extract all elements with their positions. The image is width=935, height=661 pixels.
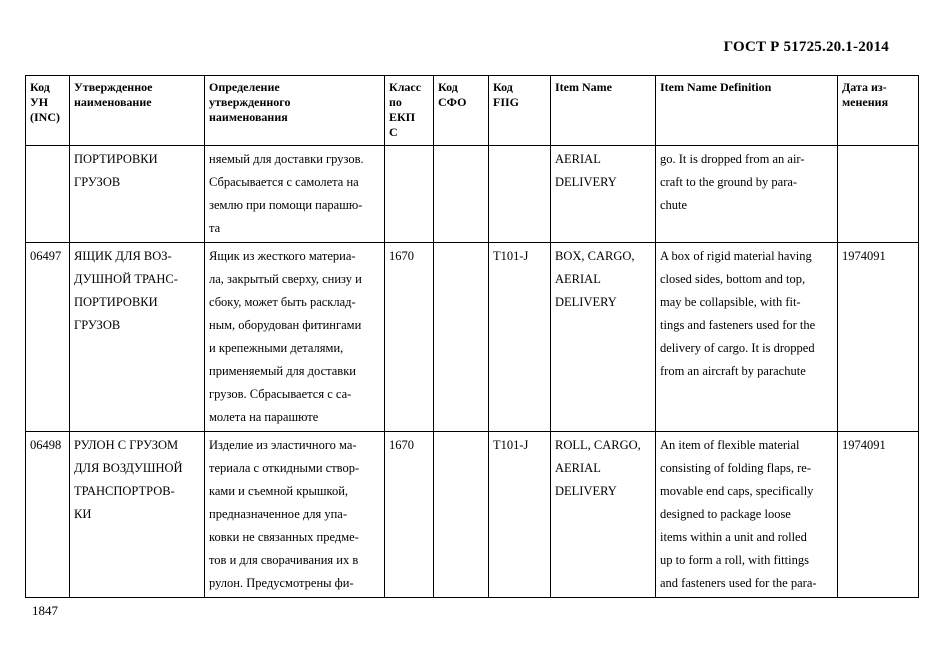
text-line: An item of flexible material [660, 438, 800, 452]
item-definition-cell [656, 243, 838, 432]
text-line: ПОРТИРОВКИ [74, 152, 158, 166]
text-line: РУЛОН С ГРУЗОМ [74, 438, 179, 452]
page-number: 1847 [32, 603, 58, 618]
text-line: Изделие из эластичного ма- [209, 438, 357, 452]
fiig-cell: T101-J [489, 432, 551, 598]
text-line: Сбрасывается с самолета на [209, 175, 359, 189]
text-line: ЯЩИК ДЛЯ ВОЗ- [74, 249, 172, 263]
text-line: tings and fasteners used for the [660, 318, 816, 332]
col-sfo-header [434, 76, 489, 146]
table-body [26, 146, 919, 598]
date-cell: 1974091 [838, 432, 919, 598]
text-line: и крепежными деталями, [209, 341, 344, 355]
header-line: Код [493, 80, 513, 94]
header-line: УН [30, 95, 49, 109]
text-line: применяемый для доставки [209, 364, 356, 378]
definition-cell [205, 432, 385, 598]
item-name-cell [551, 243, 656, 432]
item-definition-cell [656, 432, 838, 598]
header-line: Item Name [555, 80, 612, 94]
text-line: та [209, 221, 221, 235]
definition-cell [205, 146, 385, 243]
text-line: items within a unit and rolled [660, 530, 807, 544]
header-row [26, 76, 919, 146]
text-line: designed to package loose [660, 507, 791, 521]
inc-cell [26, 146, 70, 243]
item-name-cell [551, 432, 656, 598]
text-line: териала с откидными створ- [209, 461, 360, 475]
col-date-header [838, 76, 919, 146]
text-line: AERIAL [555, 152, 601, 166]
text-line: ным, оборудован фитингами [209, 318, 362, 332]
text-line: няемый для доставки грузов. [209, 152, 364, 166]
text-line: movable end caps, specifically [660, 484, 814, 498]
header-line: Дата из- [842, 80, 887, 94]
header-line: (INC) [30, 110, 60, 124]
text-line: DELIVERY [555, 175, 617, 189]
col-fiig-header [489, 76, 551, 146]
header-line: Определение [209, 80, 280, 94]
text-line: ГРУЗОВ [74, 175, 121, 189]
text-line: землю при помощи парашю- [209, 198, 363, 212]
col-approved-name-header [70, 76, 205, 146]
header-line: наименование [74, 95, 152, 109]
date-cell [838, 146, 919, 243]
text-line: ТРАНСПОРТРОВ- [74, 484, 175, 498]
text-line: КИ [74, 507, 92, 521]
header-line: Класс [389, 80, 422, 94]
text-line: Ящик из жесткого материа- [209, 249, 356, 263]
header-line: Код [438, 80, 458, 94]
text-line: closed sides, bottom and top, [660, 272, 806, 286]
text-line: DELIVERY [555, 484, 617, 498]
text-line: предназначенное для упа- [209, 507, 348, 521]
fiig-cell: T101-J [489, 243, 551, 432]
text-line: consisting of folding flaps, re- [660, 461, 812, 475]
item-name-cell [551, 146, 656, 243]
class-cell: 1670 [385, 432, 434, 598]
text-line: молета на парашюте [209, 410, 319, 424]
sfo-cell [434, 146, 489, 243]
text-line: ПОРТИРОВКИ [74, 295, 158, 309]
definition-cell [205, 243, 385, 432]
text-line: may be collapsible, with fit- [660, 295, 801, 309]
header-line: наименования [209, 110, 288, 124]
header-line: утвержденного [209, 95, 291, 109]
text-line: ROLL, CARGO, [555, 438, 641, 452]
standard-code: ГОСТ Р 51725.20.1-2014 [723, 39, 889, 55]
inc-cell: 06497 [26, 243, 70, 432]
col-class-header [385, 76, 434, 146]
text-line: ковки не связанных предме- [209, 530, 359, 544]
text-line: up to form a roll, with fittings [660, 553, 809, 567]
sfo-cell [434, 432, 489, 598]
class-cell: 1670 [385, 243, 434, 432]
col-item-definition-header [656, 76, 838, 146]
text-line: craft to the ground by para- [660, 175, 798, 189]
header-line: Item Name Definition [660, 80, 772, 94]
sfo-cell [434, 243, 489, 432]
header-line: Утвержденное [74, 80, 153, 94]
text-line: сбоку, может быть расклад- [209, 295, 356, 309]
header-line: Код [30, 80, 50, 94]
approved-name-cell [70, 432, 205, 598]
col-item-name-header [551, 76, 656, 146]
text-line: ДЛЯ ВОЗДУШНОЙ [74, 461, 183, 475]
text-line: ла, закрытый сверху, снизу и [209, 272, 362, 286]
text-line: тов и для сворачивания их в [209, 553, 359, 567]
header-line: по [389, 95, 402, 109]
header-line: ЕКП [389, 110, 416, 124]
fiig-cell [489, 146, 551, 243]
text-line: AERIAL [555, 461, 601, 475]
text-line: chute [660, 198, 688, 212]
nomenclature-table [25, 75, 919, 598]
table-row [26, 146, 919, 243]
text-line: ками и съемной крышкой, [209, 484, 349, 498]
col-inc-header [26, 76, 70, 146]
header-line: СФО [438, 95, 467, 109]
header-line: менения [842, 95, 889, 109]
date-cell: 1974091 [838, 243, 919, 432]
text-line: and fasteners used for the para- [660, 576, 817, 590]
text-line: грузов. Сбрасывается с са- [209, 387, 352, 401]
text-line: ДУШНОЙ ТРАНС- [74, 272, 178, 286]
text-line: рулон. Предусмотрены фи- [209, 576, 354, 590]
text-line: ГРУЗОВ [74, 318, 121, 332]
header-line: FIIG [493, 95, 520, 109]
table-row [26, 432, 919, 598]
col-definition-header [205, 76, 385, 146]
class-cell [385, 146, 434, 243]
inc-cell: 06498 [26, 432, 70, 598]
text-line: BOX, CARGO, [555, 249, 635, 263]
text-line: go. It is dropped from an air- [660, 152, 805, 166]
text-line: A box of rigid material having [660, 249, 812, 263]
approved-name-cell [70, 146, 205, 243]
text-line: delivery of cargo. It is dropped [660, 341, 815, 355]
text-line: from an aircraft by parachute [660, 364, 806, 378]
header-line: С [389, 125, 398, 139]
approved-name-cell [70, 243, 205, 432]
text-line: AERIAL [555, 272, 601, 286]
text-line: DELIVERY [555, 295, 617, 309]
table-row [26, 243, 919, 432]
item-definition-cell [656, 146, 838, 243]
